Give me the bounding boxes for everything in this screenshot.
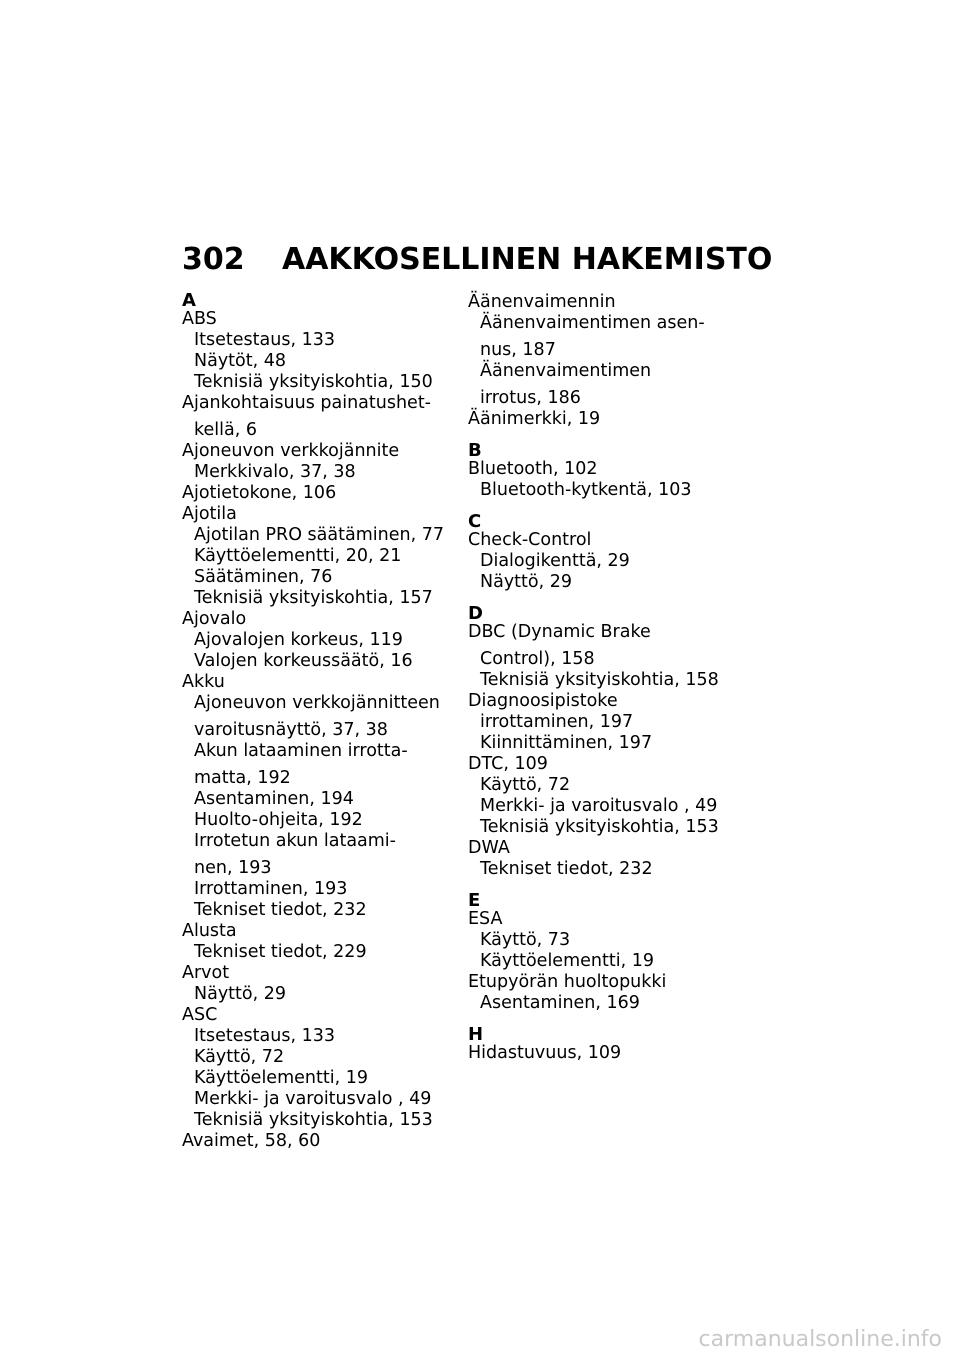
index-subentry: Teknisiä yksityiskohtia, 153 — [194, 1110, 433, 1130]
index-subentry: varoitusnäyttö, 37, 38 — [194, 720, 388, 740]
index-subentry: irrottaminen, 197 — [480, 712, 634, 732]
watermark: carmanualsonline.info — [698, 1327, 942, 1352]
index-entry: Bluetooth, 102 — [468, 459, 598, 479]
index-subentry: Tekniset tiedot, 232 — [480, 859, 653, 879]
page-header — [182, 240, 773, 280]
index-entry: DWA — [468, 838, 510, 858]
index-subentry: Käyttö, 72 — [194, 1047, 285, 1067]
index-subentry: Näyttö, 29 — [194, 984, 286, 1004]
index-subentry: nen, 193 — [194, 858, 272, 878]
index-letter-heading: E — [468, 890, 481, 911]
index-subentry: Itsetestaus, 133 — [194, 1026, 335, 1046]
index-subentry: Säätäminen, 76 — [194, 567, 333, 587]
index-letter-heading: B — [468, 440, 482, 461]
index-entry: Ajoneuvon verkkojännite — [182, 441, 400, 461]
index-subentry: Huolto-ohjeita, 192 — [194, 810, 363, 830]
index-entry: Äänimerkki, 19 — [468, 409, 601, 429]
index-letter-heading: A — [182, 290, 196, 311]
index-letter-heading: C — [468, 511, 482, 532]
index-subentry: Bluetooth-kytkentä, 103 — [480, 480, 692, 500]
index-subentry: nus, 187 — [480, 340, 556, 360]
index-subentry: kellä, 6 — [194, 420, 257, 440]
index-entry: DTC, 109 — [468, 754, 548, 774]
index-subentry: Käyttö, 72 — [480, 775, 571, 795]
index-subentry: Ajovalojen korkeus, 119 — [194, 630, 403, 650]
index-subentry: Teknisiä yksityiskohtia, 158 — [480, 670, 719, 690]
index-entry: Ajovalo — [182, 609, 247, 629]
index-entry: Diagnoosipistoke — [468, 691, 618, 711]
index-entry: ESA — [468, 909, 503, 929]
index-subentry: Asentaminen, 194 — [194, 789, 354, 809]
index-subentry: Akun lataaminen irrotta- — [194, 741, 408, 761]
index-subentry: matta, 192 — [194, 768, 291, 788]
index-subentry: Ajotilan PRO säätäminen, 77 — [194, 525, 444, 545]
index-entry: Ajotietokone, 106 — [182, 483, 337, 503]
index-subentry: Merkki- ja varoitusvalo , 49 — [194, 1089, 432, 1109]
index-subentry: Control), 158 — [480, 649, 595, 669]
index-subentry: Äänenvaimentimen — [480, 361, 652, 381]
index-subentry: Teknisiä yksityiskohtia, 157 — [194, 588, 433, 608]
index-subentry: Valojen korkeussäätö, 16 — [194, 651, 413, 671]
index-entry: ABS — [182, 309, 217, 329]
index-subentry: Merkki- ja varoitusvalo , 49 — [480, 796, 718, 816]
index-subentry: Käyttö, 73 — [480, 930, 571, 950]
index-subentry: Äänenvaimentimen asen- — [480, 313, 705, 333]
index-subentry: Itsetestaus, 133 — [194, 330, 335, 350]
index-entry: Check-Control — [468, 530, 592, 550]
index-column-right — [468, 292, 758, 1064]
page-title: AAKKOSELLINEN HAKEMISTO — [282, 242, 773, 277]
index-subentry: Irrottaminen, 193 — [194, 879, 348, 899]
index-subentry: Irrotetun akun lataami- — [194, 831, 396, 851]
index-subentry: Käyttöelementti, 20, 21 — [194, 546, 402, 566]
index-entry: Arvot — [182, 963, 230, 983]
index-subentry: Käyttöelementti, 19 — [480, 951, 654, 971]
index-subentry: Dialogikenttä, 29 — [480, 551, 630, 571]
index-letter-heading: D — [468, 603, 483, 624]
index-entry: Etupyörän huoltopukki — [468, 972, 667, 992]
index-entry: Ajotila — [182, 504, 237, 524]
index-subentry: irrotus, 186 — [480, 388, 581, 408]
index-subentry: Merkkivalo, 37, 38 — [194, 462, 356, 482]
index-column-left — [182, 292, 472, 1152]
index-entry: Hidastuvuus, 109 — [468, 1043, 622, 1063]
page-number: 302 — [182, 242, 245, 277]
index-entry: Alusta — [182, 921, 237, 941]
index-subentry: Näyttö, 29 — [480, 572, 572, 592]
index-subentry: Näytöt, 48 — [194, 351, 286, 371]
index-subentry: Asentaminen, 169 — [480, 993, 640, 1013]
index-subentry: Tekniset tiedot, 232 — [194, 900, 367, 920]
index-entry: ASC — [182, 1005, 218, 1025]
index-subentry: Ajoneuvon verkkojännitteen — [194, 693, 440, 713]
index-entry: DBC (Dynamic Brake — [468, 622, 651, 642]
index-letter-heading: H — [468, 1024, 484, 1045]
index-entry: Ajankohtaisuus painatushet- — [182, 393, 431, 413]
index-subentry: Käyttöelementti, 19 — [194, 1068, 368, 1088]
index-subentry: Teknisiä yksityiskohtia, 150 — [194, 372, 433, 392]
index-subentry: Tekniset tiedot, 229 — [194, 942, 367, 962]
index-entry: Avaimet, 58, 60 — [182, 1131, 321, 1151]
index-subentry: Kiinnittäminen, 197 — [480, 733, 653, 753]
index-subentry: Teknisiä yksityiskohtia, 153 — [480, 817, 719, 837]
index-entry: Äänenvaimennin — [468, 292, 616, 312]
index-entry: Akku — [182, 672, 225, 692]
